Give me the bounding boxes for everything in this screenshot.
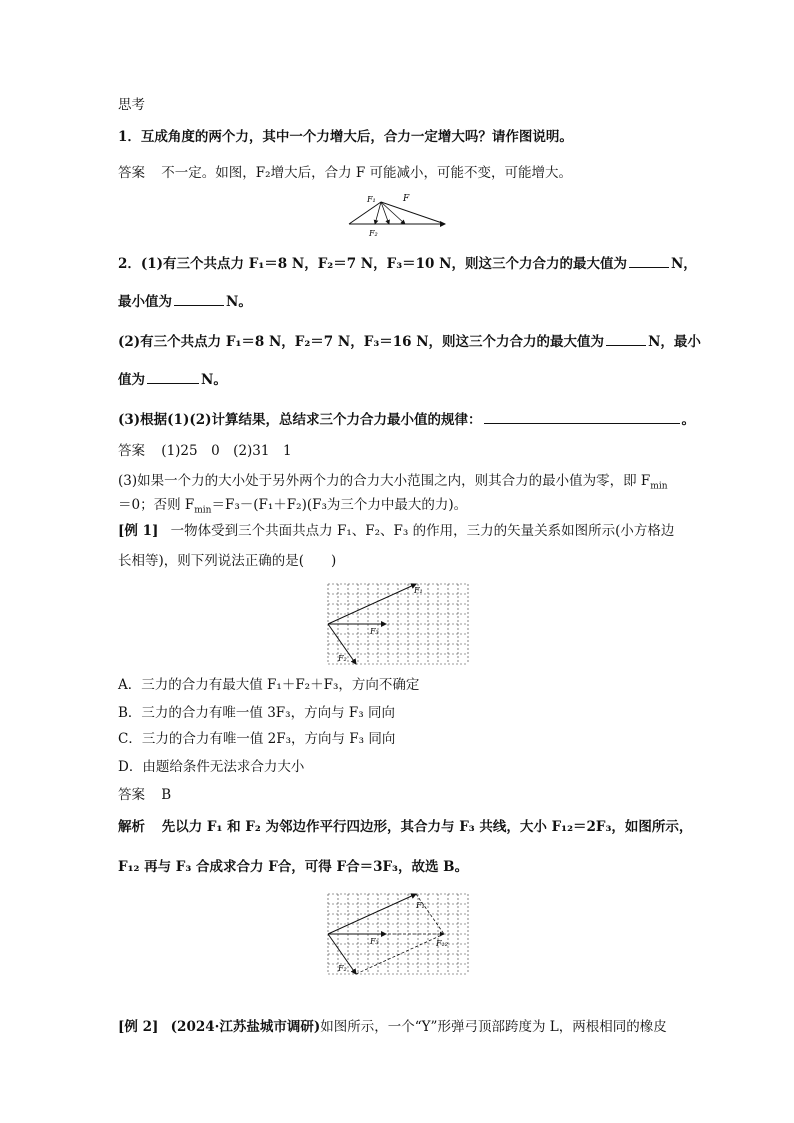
answer-2-text: (1)25 0 (2)31 1 xyxy=(161,443,292,459)
f-line xyxy=(381,202,445,224)
question-2-part-3 xyxy=(118,410,695,429)
label-f: F xyxy=(403,194,410,204)
example-1-line-2: 长相等)，则下列说法正确的是( ) xyxy=(118,553,337,569)
force-diagram-1 xyxy=(345,192,455,238)
q2-part1-unit: N， xyxy=(670,256,697,272)
explanation-line-1 xyxy=(118,472,668,490)
q2-part3-end: 。 xyxy=(681,412,696,428)
explanation-2b: ＝F₃－(F₁＋F₂)(F₃为三个力中最大的力)。 xyxy=(211,497,468,513)
section-title: 思考 xyxy=(118,97,145,113)
analysis-label: 解析 xyxy=(118,819,145,835)
q2-part1-text: 2．(1)有三个共点力 F₁＝8 N，F₂＝7 N，F₃＝10 N，则这三个力合力的最大值为 xyxy=(118,256,627,272)
blank-5[interactable] xyxy=(484,410,680,424)
question-1: 1．互成角度的两个力，其中一个力增大后，合力一定增大吗？请作图说明。 xyxy=(118,129,573,145)
grid2-label-f3: F₃ xyxy=(370,937,379,946)
analysis-line-1 xyxy=(118,818,692,836)
blank-4[interactable] xyxy=(147,370,199,384)
q2-part2b-text: 值为 xyxy=(118,372,145,388)
q2-part2-text: (2)有三个共点力 F₁＝8 N，F₂＝7 N，F₃＝16 N，则这三个力合力的最大值为 xyxy=(118,334,605,350)
explanation-1-text: (3)如果一个力的大小处于另外两个力的合力大小范围之内，则其合力的最小值为零，即 F xyxy=(118,473,651,489)
q2-part2b-unit: N。 xyxy=(201,372,227,388)
answer-1 xyxy=(118,164,572,182)
blank-1[interactable] xyxy=(629,254,669,268)
grid-figure-1 xyxy=(328,584,468,664)
option-b[interactable]: B．三力的合力有唯一值 3F₃，方向与 F₃ 同向 xyxy=(118,705,395,721)
question-2-part-1 xyxy=(118,254,697,273)
answer-label: 答案 xyxy=(118,165,145,181)
question-2-part-1b xyxy=(118,292,252,311)
answer-text: 不一定。如图，F₂增大后，合力 F 可能减小，可能不变，可能增大。 xyxy=(161,165,573,181)
analysis-text-1: 先以力 F₁ 和 F₂ 为邻边作平行四边形，其合力与 F₃ 共线，大小 F₁₂＝2F₃，如图所示， xyxy=(161,819,693,835)
example-1-tag: [例 1] xyxy=(118,523,159,539)
example-1-text-1: 一物体受到三个共面共点力 F₁、F₂、F₃ 的作用，三力的矢量关系如图所示(小方格边 xyxy=(170,523,675,539)
q2-part1b-unit: N。 xyxy=(226,294,252,310)
example-1-answer-label: 答案 xyxy=(118,787,145,803)
example-2-tag: [例 2] xyxy=(118,1019,159,1035)
example-1-answer xyxy=(118,786,171,804)
grid-figure-2 xyxy=(328,894,468,974)
q2-part2-unit: N，最小 xyxy=(648,334,701,350)
blank-2[interactable] xyxy=(174,292,224,306)
analysis-line-2: F₁₂ 再与 F₃ 合成求合力 F合，可得 F合＝3F₃，故选 B。 xyxy=(118,859,469,875)
grid1-label-f2: F₂ xyxy=(338,654,347,663)
grid2-label-f1: F₁ xyxy=(416,901,425,910)
explanation-1-sub: min xyxy=(650,481,668,492)
label-f1: F₁ xyxy=(367,195,376,204)
explanation-line-2 xyxy=(118,496,467,514)
label-f2: F₂ xyxy=(369,229,378,238)
answer-2 xyxy=(118,442,292,460)
option-d[interactable]: D．由题给条件无法求合力大小 xyxy=(118,759,305,775)
example-1-answer-value: B xyxy=(161,787,172,803)
question-2-part-2 xyxy=(118,332,701,351)
explanation-2a: ＝0；否则 F xyxy=(118,497,195,513)
example-2-line-1 xyxy=(118,1018,667,1036)
example-1-line-1 xyxy=(118,522,674,540)
option-a[interactable]: A．三力的合力有最大值 F₁＋F₂＋F₃，方向不确定 xyxy=(118,677,420,693)
question-2-part-2b xyxy=(118,370,227,389)
q2-part1b-text: 最小值为 xyxy=(118,294,172,310)
grid1-label-f1: F₁ xyxy=(414,586,423,595)
grid2-label-f12: F₁₂ xyxy=(436,939,448,948)
explanation-2-sub: min xyxy=(194,505,212,516)
grid1-label-f3: F₃ xyxy=(370,627,379,636)
option-c[interactable]: C．三力的合力有唯一值 2F₃，方向与 F₃ 同向 xyxy=(118,731,396,747)
grid2-label-f2: F₂ xyxy=(338,964,347,973)
q2-part3-text: (3)根据(1)(2)计算结果，总结求三个力合力最小值的规律： xyxy=(118,412,482,428)
example-2-text: 如图所示，一个“Y”形弹弓顶部跨度为 L，两根相同的橡皮 xyxy=(320,1019,667,1035)
answer-label-2: 答案 xyxy=(118,443,145,459)
blank-3[interactable] xyxy=(606,332,646,346)
example-2-source: (2024·江苏盐城市调研) xyxy=(170,1019,321,1035)
